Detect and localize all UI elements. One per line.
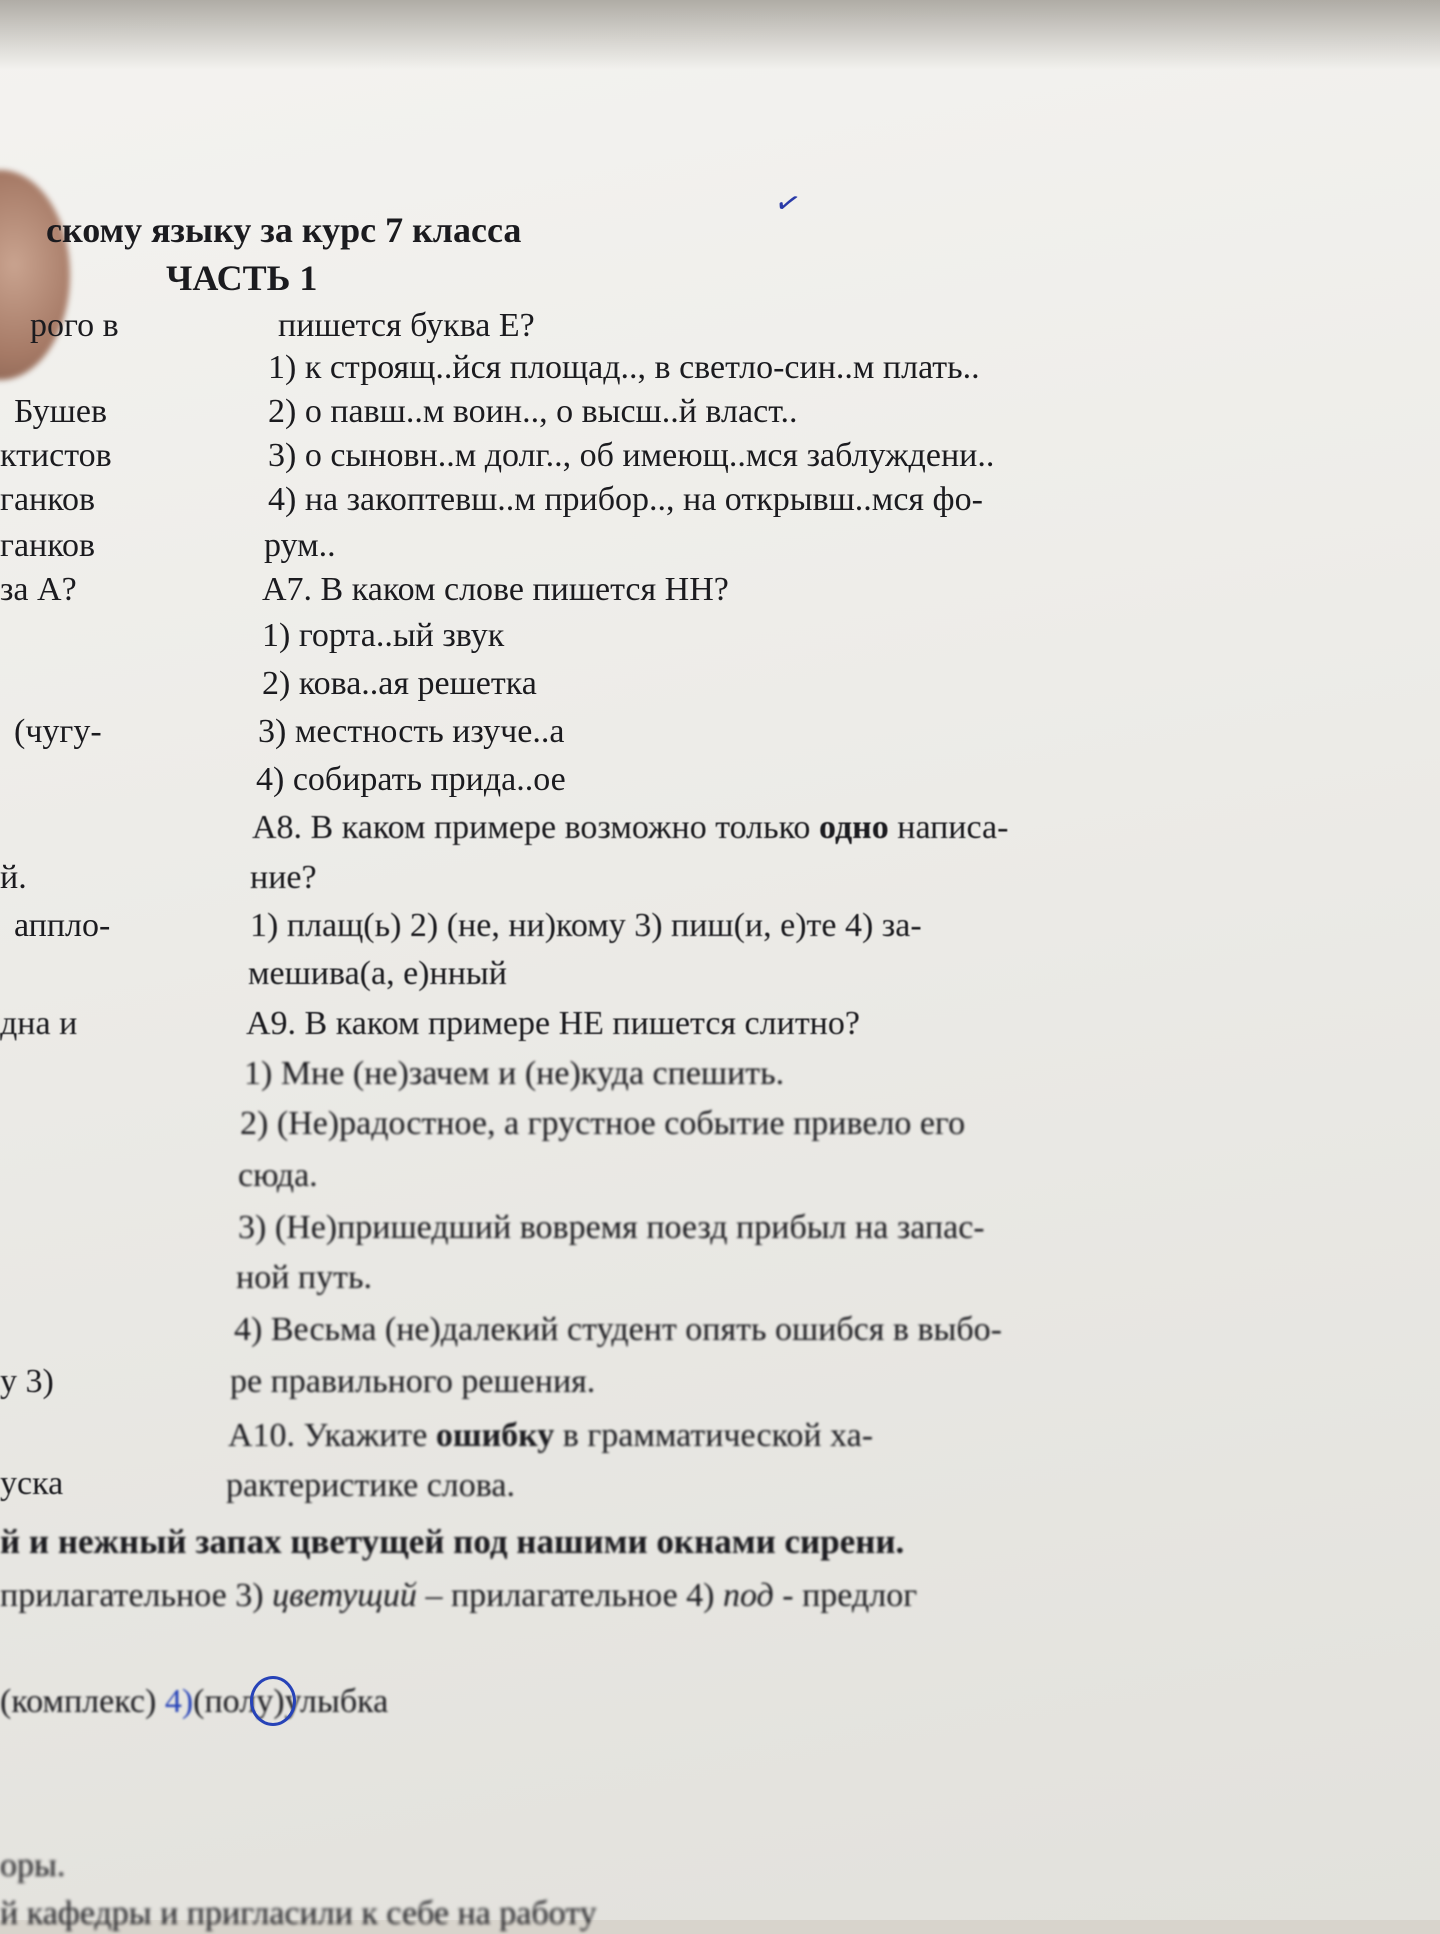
left-fragment: за А?	[0, 571, 77, 608]
answer-options	[0, 1576, 917, 1616]
left-fragment: у 3)	[0, 1363, 54, 1400]
title-line: скому языку за курс 7 класса	[46, 210, 522, 250]
a8-question	[252, 808, 1008, 848]
a6-question-tail: пишется буква Е?	[278, 307, 535, 344]
a8-question-end: ние?	[250, 859, 317, 896]
a8-question-bold: одно	[818, 809, 889, 846]
a7-option: 1) горта..ый звук	[262, 617, 505, 654]
left-fragment: дна и	[0, 1005, 78, 1042]
answer-word-1: цветущий	[272, 1577, 417, 1614]
a10-question-pre: А10. Укажите	[228, 1417, 436, 1454]
page-shadow	[0, 0, 1440, 70]
left-fragment: (чугу-	[14, 713, 102, 750]
a9-option: 1) Мне (не)зачем и (не)куда спешить.	[244, 1055, 785, 1092]
left-fragment: аппло-	[14, 907, 111, 944]
left-fragment: Бушев	[14, 393, 108, 430]
answer-mid: – прилагательное 4)	[416, 1577, 723, 1614]
a6-option: 3) о сыновн..м долг.., об имеющ..мся заблуждени..	[268, 437, 995, 474]
left-fragment: й.	[0, 859, 27, 896]
a7-question: А7. В каком слове пишется НН?	[262, 571, 729, 608]
a9-option: 3) (Не)пришедший вовремя поезд прибыл на запас-	[238, 1209, 985, 1246]
footer-fragment: й кафедры и пригласили к себе на работу	[0, 1895, 597, 1932]
a9-question: А9. В каком примере НЕ пишется слитно?	[246, 1005, 860, 1042]
a6-option: 1) к строящ..йся площад.., в светло-син..м плать..	[268, 349, 980, 386]
bottom-options	[0, 1682, 388, 1722]
a10-question-end: рактеристике слова.	[226, 1467, 515, 1504]
a10-question-bold: ошибку	[435, 1417, 555, 1454]
a9-option: сюда.	[238, 1157, 318, 1194]
sentence: й и нежный запах цветущей под нашими окнами сирени.	[0, 1522, 905, 1561]
part-heading: ЧАСТЬ 1	[166, 258, 318, 298]
a6-option: 4) на закоптевш..м прибор.., на открывш..мся фо-	[268, 481, 983, 518]
a8-question-pre: А8. В каком примере возможно только	[252, 809, 819, 846]
a9-option: ной путь.	[236, 1259, 372, 1296]
left-fragment: ганков	[0, 481, 96, 518]
a6-option: рум..	[264, 527, 336, 564]
bottom-num: 4)	[164, 1683, 194, 1720]
a7-option: 4) собирать прида..ое	[256, 761, 566, 798]
answer-pre: прилагательное 3)	[0, 1577, 273, 1614]
footer-fragment: оры.	[0, 1847, 66, 1884]
a8-options-cont: мешива(а, е)нный	[248, 955, 507, 992]
answer-post: - предлог	[773, 1577, 918, 1614]
a7-option: 2) кова..ая решетка	[262, 665, 537, 702]
left-fragment: рого в	[30, 307, 119, 344]
bottom-post: (полу)улыбка	[193, 1683, 389, 1720]
a10-question-post: в грамматической ха-	[554, 1417, 874, 1454]
a8-question-post: написа-	[888, 809, 1009, 846]
handwritten-circle-mark	[250, 1676, 296, 1726]
a7-option: 3) местность изуче..а	[258, 713, 565, 750]
a9-option: 4) Весьма (не)далекий студент опять ошибся в выбо-	[234, 1311, 1002, 1348]
answer-word-2: под	[723, 1577, 774, 1614]
left-fragment: ктистов	[0, 437, 112, 474]
a9-option: ре правильного решения.	[230, 1363, 596, 1400]
bottom-pre: (комплекс)	[0, 1683, 165, 1720]
a8-options: 1) плащ(ь) 2) (не, ни)кому 3) пиш(и, е)те 4) за-	[250, 907, 922, 944]
left-fragment: уска	[0, 1465, 64, 1502]
check-mark-icon: ✓	[771, 183, 805, 224]
a9-option: 2) (Не)радостное, а грустное событие привело его	[240, 1105, 966, 1142]
left-fragment: ганков	[0, 527, 96, 564]
a6-option: 2) о павш..м воин.., о высш..й власт..	[268, 393, 798, 430]
a10-question	[228, 1416, 873, 1456]
